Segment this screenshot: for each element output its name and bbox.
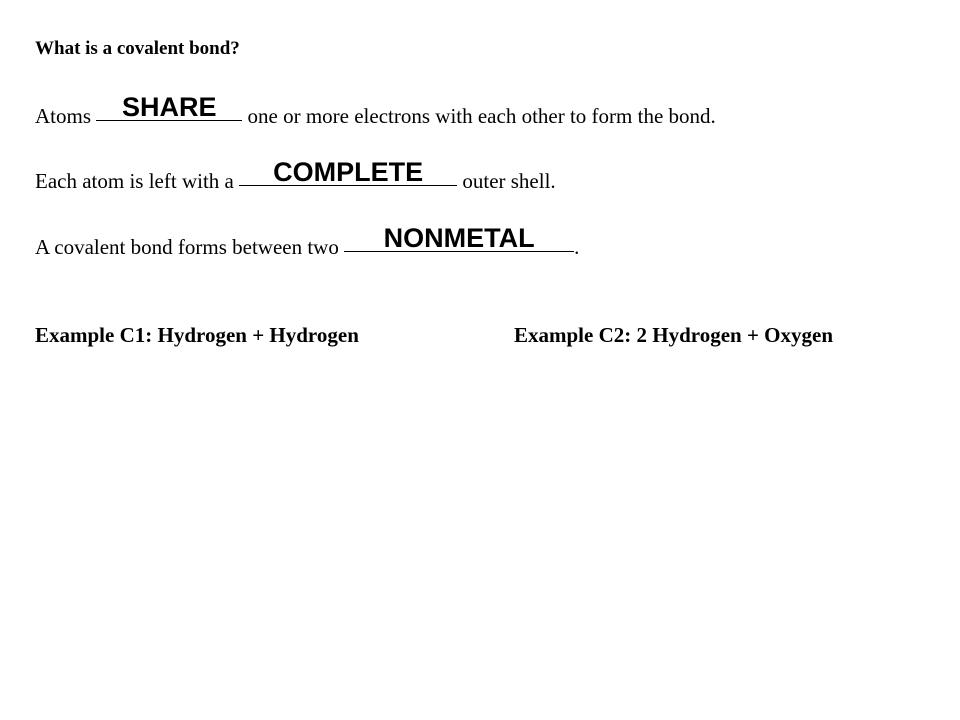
fill-in-blank (239, 157, 457, 188)
example-c2-heading: Example C2: 2 Hydrogen + Oxygen (514, 323, 833, 347)
sentence-text-after: one or more electrons with each other to form the bond. (242, 104, 716, 128)
blank-answer: SHARE (122, 92, 217, 122)
blank-answer: NONMETAL (383, 223, 535, 253)
sentence-share (35, 92, 716, 129)
sentence-nonmetal (35, 223, 580, 260)
sentence-text-before: Atoms (35, 104, 97, 128)
sentence-text-before: A covalent bond forms between two (35, 235, 345, 259)
sentence-text-after: outer shell. (457, 169, 556, 193)
sentence-text-before: Each atom is left with a (35, 169, 240, 193)
blank-answer: COMPLETE (273, 157, 424, 187)
fill-in-blank (344, 223, 574, 254)
sentence-text-after: . (574, 235, 580, 259)
page-title: What is a covalent bond? (35, 38, 240, 59)
sentence-complete (35, 157, 556, 194)
fill-in-blank (96, 92, 242, 123)
example-c1-heading: Example C1: Hydrogen + Hydrogen (35, 323, 359, 347)
